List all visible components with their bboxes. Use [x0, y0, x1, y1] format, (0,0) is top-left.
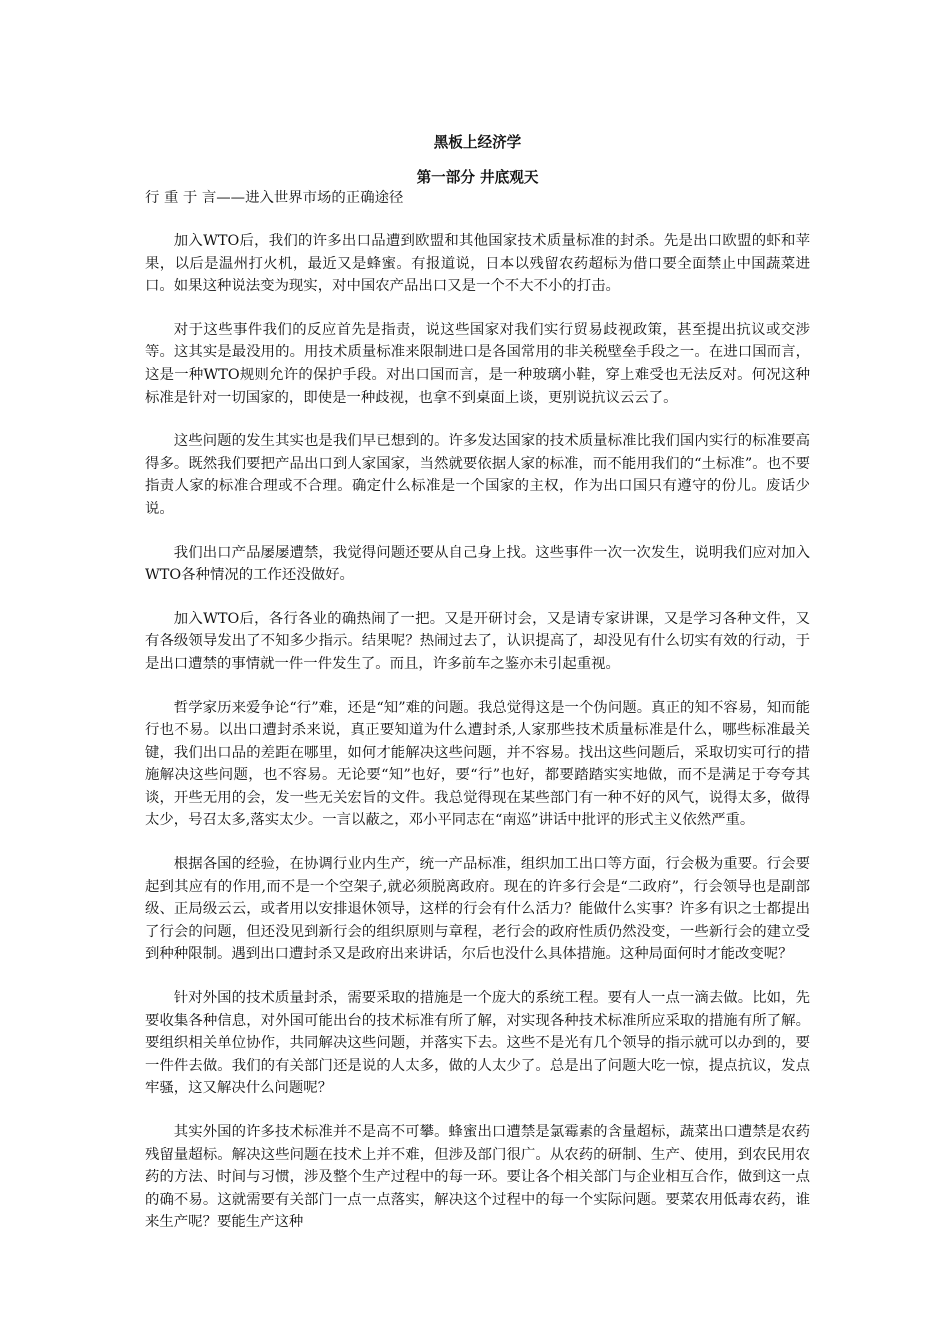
paragraph: 我们出口产品屡屡遭禁，我觉得问题还要从自己身上找。这些事件一次一次发生，说明我们应对加入WTO各种情况的工作还没做好。 [145, 544, 810, 584]
paragraph: 加入WTO后，各行各业的确热闹了一把。又是开研讨会，又是请专家讲课，又是学习各种文件，又有各级领导发出了不知多少指示。结果呢？热闹过去了，认识提高了，却没见有什么切实有效的行动，于是出口遭禁的事情就一件一件发生了。而且，许多前车之鉴亦未引起重视。 [145, 610, 810, 672]
paragraph: 根据各国的经验，在协调行业内生产，统一产品标准，组织加工出口等方面，行会极为重要。行会要起到其应有的作用,而不是一个空架子,就必须脱离政府。现在的许多行会是“二政府”，行会领导也是副部级、正局级云云，或者用以安排退休领导，这样的行会有什么活力？能做什么实事？许多有识之士都提出了行会的问题，但还没见到新行会的组织原则与章程，老行会的政府性质仍然没变，一些新行会的建立受到种种限制。遇到出口遭封杀又是政府出来讲话，尔后也没什么具体措施。这种局面何时才能改变呢？ [145, 856, 810, 963]
paragraph: 其实外国的许多技术标准并不是高不可攀。蜂蜜出口遭禁是氯霉素的含量超标，蔬菜出口遭禁是农药残留量超标。解决这些问题在技术上并不难，但涉及部门很广。从农药的研制、生产、使用，到农民用农药的方法、时间与习惯，涉及整个生产过程中的每一环。要让各个相关部门与企业相互合作，做到这一点的确不易。这就需要有关部门一点一点落实，解决这个过程中的每一个实际问题。要菜农用低毒农药，谁来生产呢？要能生产这种 [145, 1124, 810, 1231]
section-title: 行 重 于 言——进入世界市场的正确途径 [145, 190, 404, 206]
paragraph: 针对外国的技术质量封杀，需要采取的措施是一个庞大的系统工程。要有人一点一滴去做。比如，先要收集各种信息，对外国可能出台的技术标准有所了解，对实现各种技术标准所应采取的措施有所了解。要组织相关单位协作，共同解决这些问题，并落实下去。这些不是光有几个领导的指示就可以办到的，要一件件去做。我们的有关部门还是说的人太多，做的人太少了。总是出了问题大吃一惊，提点抗议，发点牢骚，这又解决什么问题呢？ [145, 990, 810, 1097]
part-title: 第一部分 井底观天 [416, 169, 539, 186]
paragraph: 哲学家历来爱争论“行”难，还是“知”难的问题。我总觉得这是一个伪问题。真正的知不容易，知而能行也不易。以出口遭封杀来说，真正要知道为什么遭封杀,人家那些技术质量标准是什么，哪些标准最关键，我们出口品的差距在哪里，如何才能解决这些问题，并不容易。找出这些问题后，采取切实可行的措施解决这些问题，也不容易。无论要“知”也好，要“行”也好，都要踏踏实实地做，而不是满足于夸夸其谈，开些无用的会，发一些无关宏旨的文件。我总觉得现在某些部门有一种不好的风气，说得太多，做得太少，号召太多,落实太少。一言以蔽之，邓小平同志在“南巡”讲话中批评的形式主义依然严重。 [145, 699, 810, 829]
paragraph: 对于这些事件我们的反应首先是指责，说这些国家对我们实行贸易歧视政策，甚至提出抗议或交涉等。这其实是最没用的。用技术质量标准来限制进口是各国常用的非关税壁垒手段之一。在进口国而言，这是一种WTO规则允许的保护手段。对出口国而言，是一种玻璃小鞋，穿上难受也无法反对。何况这种标准是针对一切国家的，即使是一种歧视，也拿不到桌面上谈，更别说抗议云云了。 [145, 321, 810, 406]
paragraph: 加入WTO后，我们的许多出口品遭到欧盟和其他国家技术质量标准的封杀。先是出口欧盟的虾和苹果，以后是温州打火机，最近又是蜂蜜。有报道说，日本以残留农药超标为借口要全面禁止中国蔬菜进口。如果这种说法变为现实，对中国农产品出口又是一个不大不小的打击。 [145, 233, 810, 295]
document-title: 黑板上经济学 [433, 134, 522, 151]
paragraph: 这些问题的发生其实也是我们早已想到的。许多发达国家的技术质量标准比我们国内实行的标准要高得多。既然我们要把产品出口到人家国家，当然就要依据人家的标准，而不能用我们的“土标准”。也不要指责人家的标准合理或不合理。确定什么标准是一个国家的主权，作为出口国只有遵守的份儿。废话少说。 [145, 433, 810, 517]
document-page [145, 132, 810, 1255]
